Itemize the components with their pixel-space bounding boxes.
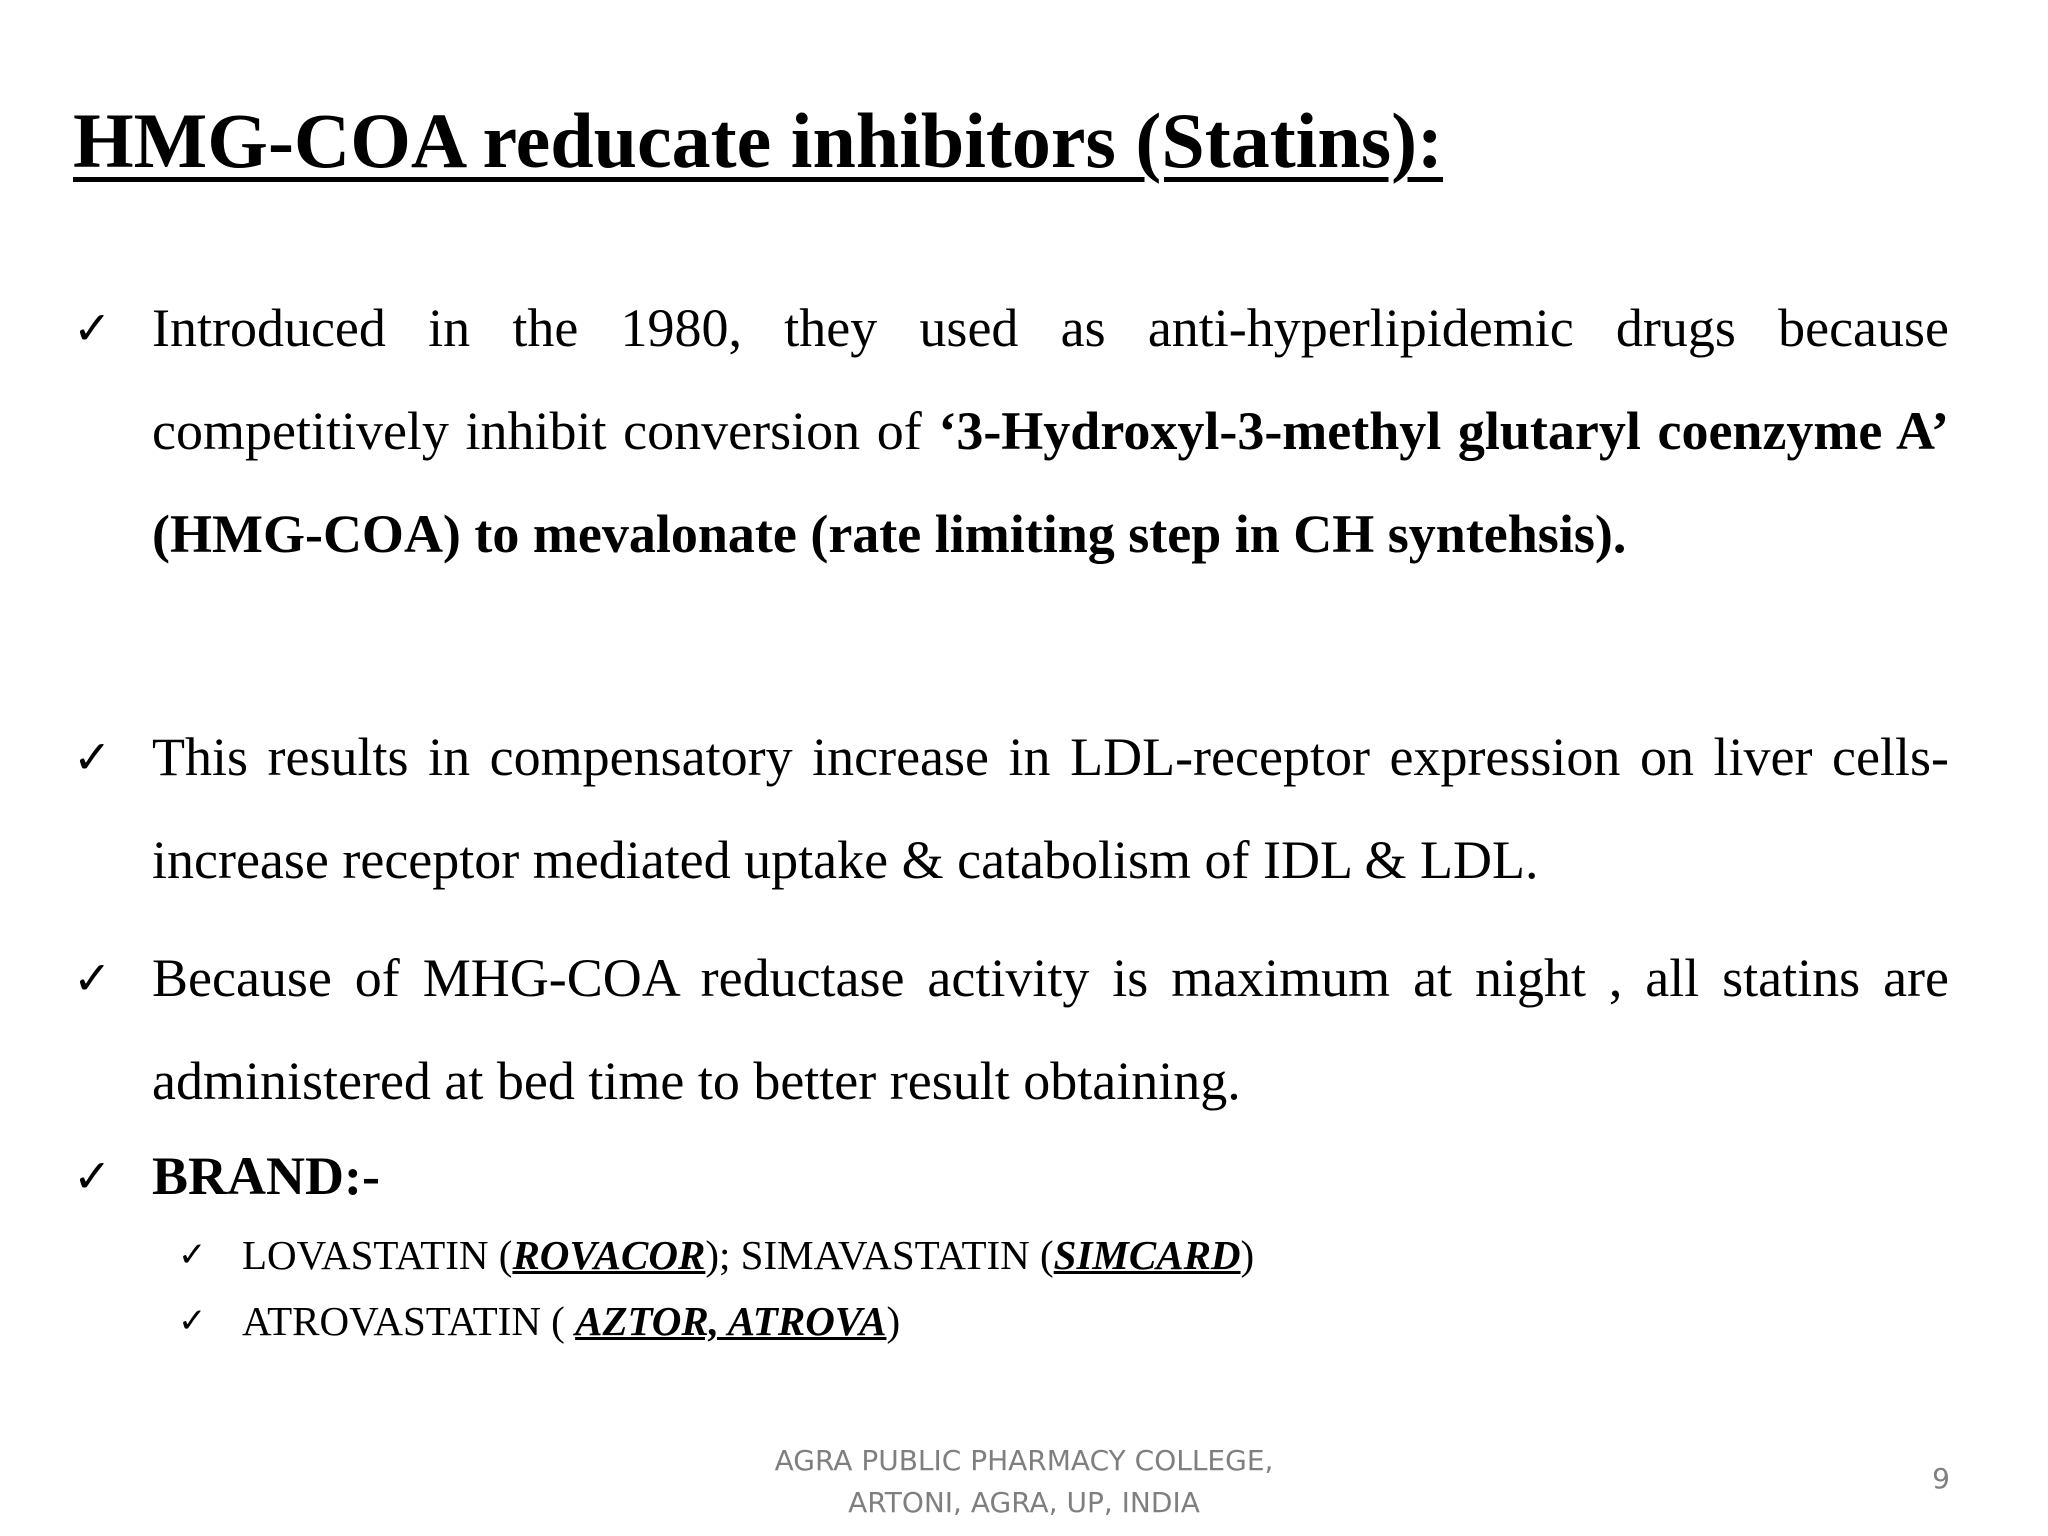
- brand-name: AZTOR, ATROVA: [575, 1298, 887, 1344]
- bullet-1-plain: Introduced in the 1980, they used as anti-hyperlipidemic drugs because competitively inhibit conversion of: [152, 298, 1949, 461]
- brand-heading: [73, 1138, 380, 1214]
- slide-title: HMG-COA reducate inhibitors (Statins):: [73, 97, 1444, 184]
- footer-line-2: ARTONI, AGRA, UP, INDIA: [848, 1486, 1200, 1519]
- checkmark-icon: ✓: [178, 1301, 207, 1341]
- brand-item-2: [178, 1288, 900, 1354]
- bullet-3: [73, 927, 1949, 1133]
- punctuation: ): [1240, 1232, 1255, 1278]
- punctuation: ): [886, 1298, 901, 1344]
- checkmark-icon: ✓: [73, 951, 112, 1005]
- bullet-1-bold: ‘3-Hydroxyl-3-methyl glutaryl coenzyme A’ (HMG-COA) to mevalonate (rate limiting step in CH syntehsis).: [152, 401, 1949, 564]
- checkmark-icon: ✓: [73, 1149, 112, 1203]
- brand-item-2-text: [242, 1298, 900, 1344]
- checkmark-icon: ✓: [73, 730, 112, 784]
- brand-label: BRAND:-: [152, 1146, 380, 1206]
- drug-name: ATROVASTATIN (: [242, 1298, 576, 1344]
- brand-item-1-text: [242, 1232, 1254, 1278]
- checkmark-icon: ✓: [73, 301, 112, 355]
- checkmark-icon: ✓: [178, 1235, 207, 1275]
- bullet-2-text: This results in compensatory increase in LDL-receptor expression on liver cells- increase receptor mediated uptake & catabolism of IDL & LDL.: [152, 727, 1949, 890]
- drug-name: ); SIMAVASTATIN (: [705, 1232, 1054, 1278]
- brand-name: SIMCARD: [1053, 1232, 1241, 1278]
- drug-name: LOVASTATIN (: [242, 1232, 513, 1278]
- page-number: 9: [1932, 1462, 1950, 1495]
- footer: [744, 1440, 1304, 1524]
- bullet-2: [73, 706, 1949, 912]
- brand-name: ROVACOR: [512, 1232, 706, 1278]
- bullet-1-text: [152, 277, 1949, 586]
- bullet-3-text: Because of MHG-COA reductase activity is maximum at night , all statins are administered at bed time to better result obtaining.: [152, 948, 1949, 1111]
- brand-item-1: [178, 1222, 1254, 1288]
- footer-line-1: AGRA PUBLIC PHARMACY COLLEGE,: [774, 1444, 1274, 1477]
- bullet-1: [73, 277, 1949, 586]
